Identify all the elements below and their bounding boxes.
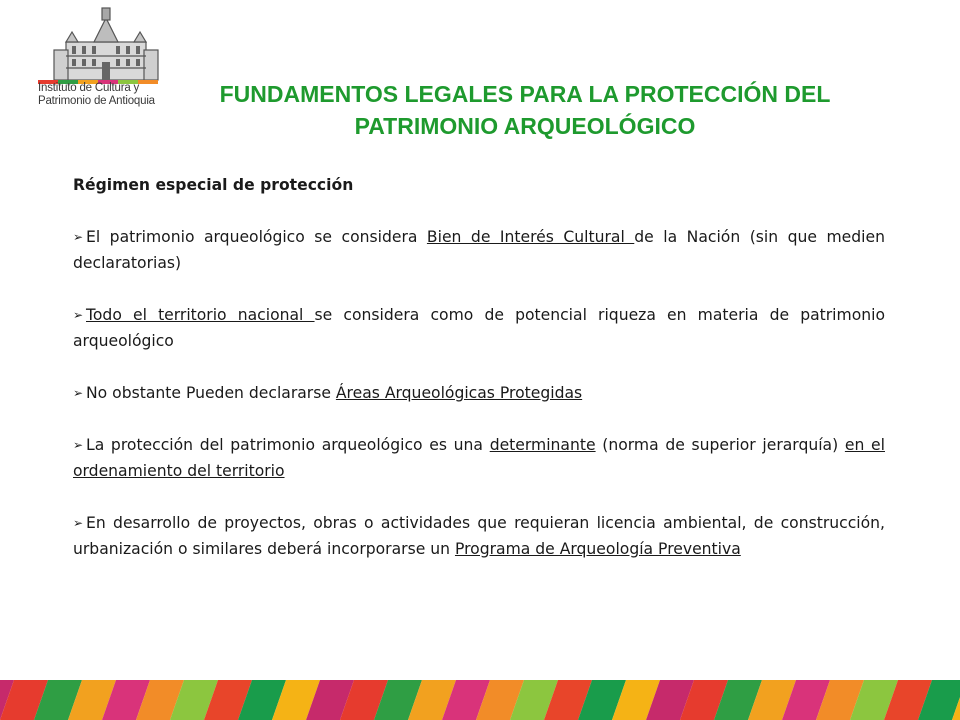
arrow-right-icon: ➢ — [73, 308, 84, 322]
bullet-item — [73, 224, 885, 276]
bullet-text: El patrimonio arqueológico se considera — [86, 228, 427, 246]
bullet-item — [73, 380, 885, 406]
bullet-text: de la Nación (sin que medien declaratorias) — [73, 228, 885, 272]
bullet-item — [73, 302, 885, 354]
bullet-underlined-text: Áreas Arqueológicas Protegidas — [335, 384, 583, 402]
bullet-item — [73, 432, 885, 484]
logo-line-1: Instituto de Cultura y — [38, 82, 140, 94]
bullet-item — [73, 510, 885, 562]
bullet-text: se considera como de potencial riqueza en materia de patrimonio arqueológico — [73, 306, 885, 350]
arrow-right-icon: ➢ — [73, 516, 84, 530]
footer-stripes — [0, 680, 960, 720]
title-line-1: FUNDAMENTOS LEGALES PARA LA PROTECCIÓN DEL — [219, 81, 831, 107]
logo — [36, 4, 176, 116]
arrow-right-icon: ➢ — [73, 438, 84, 452]
bullet-underlined-text: determinante — [489, 436, 596, 454]
building-icon — [36, 4, 176, 84]
logo-line-2: Patrimonio de Antioquia — [38, 95, 155, 107]
section-subtitle: Régimen especial de protección — [73, 176, 354, 194]
bullet-underlined-text: Todo el territorio nacional — [86, 306, 315, 324]
logo-text — [38, 82, 178, 108]
title-line-2: PATRIMONIO ARQUEOLÓGICO — [354, 113, 696, 139]
bullet-text: La protección del patrimonio arqueológico es una — [86, 436, 490, 454]
arrow-right-icon: ➢ — [73, 230, 84, 244]
bullet-text: No obstante Pueden declararse — [86, 384, 336, 402]
bullet-text: (norma de superior jerarquía) — [595, 436, 845, 454]
arrow-right-icon: ➢ — [73, 386, 84, 400]
bullet-underlined-text: en el ordenamiento del territorio — [73, 436, 885, 480]
bullet-underlined-text: Bien de Interés Cultural — [426, 228, 635, 246]
content — [73, 172, 885, 588]
page-title — [175, 78, 875, 142]
bullet-underlined-text: Programa de Arqueología Preventiva — [454, 540, 741, 558]
bullet-text: En desarrollo de proyectos, obras o actividades que requieran licencia ambiental, de construcción, urbanización o similares deberá incorporarse un — [73, 514, 885, 558]
